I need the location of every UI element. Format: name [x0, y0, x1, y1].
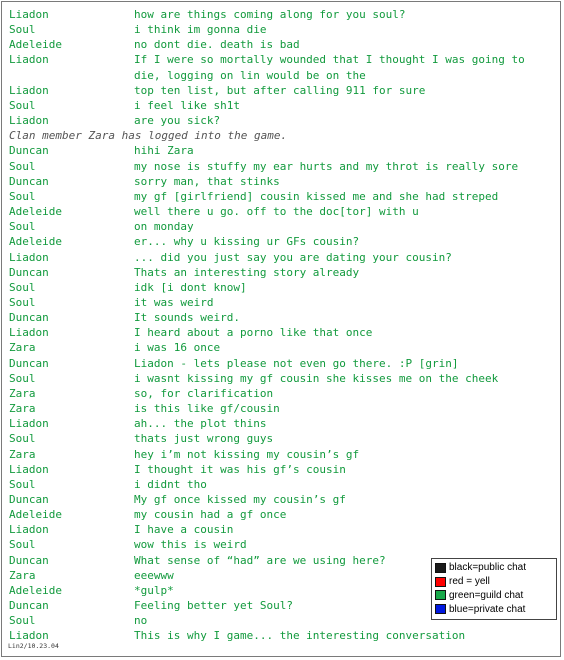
chat-line [9, 265, 557, 280]
chat-speaker: Duncan [9, 599, 49, 613]
chat-speaker: Liadon [9, 629, 49, 643]
chat-line [9, 22, 557, 37]
chat-speaker: Soul [9, 98, 36, 112]
chat-line [9, 234, 557, 249]
chat-message: i think im gonna die [134, 23, 267, 37]
legend-label: black=public chat [449, 562, 526, 574]
chat-line [9, 537, 557, 552]
legend-item [435, 561, 553, 575]
chat-speaker: Liadon [9, 8, 49, 21]
chat-message: my cousin had a gf once [134, 508, 287, 522]
chat-message: it was weird [134, 295, 214, 309]
legend-label: blue=private chat [449, 603, 526, 615]
chat-message: sorry man, that stinks [134, 174, 280, 188]
chat-speaker: Zara [9, 447, 36, 461]
chat-message: eeewww [134, 568, 174, 582]
chat-line [9, 371, 557, 386]
chat-message: I thought it was his gf’s cousin [134, 462, 346, 476]
chat-message: idk [i dont know] [134, 280, 247, 294]
legend-label: green=guild chat [449, 589, 524, 601]
chat-message: my gf [girlfriend] cousin kissed me and she had streped [134, 189, 499, 203]
chat-log [9, 7, 557, 644]
chat-message: hey i’m not kissing my cousin’s gf [134, 447, 360, 461]
chat-speaker: Soul [9, 189, 36, 203]
chat-message: so, for clarification [134, 386, 274, 400]
chat-message: i was 16 once [134, 341, 221, 355]
chat-message: well there u go. off to the doc[tor] with u [134, 205, 419, 219]
chat-line [9, 7, 557, 22]
chat-line [9, 159, 557, 174]
chat-line [9, 416, 557, 431]
chat-speaker: Duncan [9, 265, 49, 279]
chat-message: ... did you just say you are dating your cousin? [134, 250, 452, 264]
chat-line [9, 52, 557, 82]
chat-line [9, 174, 557, 189]
chat-speaker: Duncan [9, 356, 49, 370]
chat-line [9, 98, 557, 113]
chat-speaker: Liadon [9, 462, 49, 476]
chat-speaker: Duncan [9, 311, 49, 325]
chat-line [9, 280, 557, 295]
chat-message: This is why I game... the interesting conversation [134, 629, 466, 643]
chat-message: Liadon - lets please not even go there. :P [grin] [134, 356, 459, 370]
chat-speaker: Adeleide [9, 205, 62, 219]
chat-line [9, 325, 557, 340]
chat-line [9, 431, 557, 446]
chat-message: i feel like sh1t [134, 98, 240, 112]
legend-item [435, 575, 553, 589]
chat-message: top ten list, but after calling 911 for sure [134, 83, 426, 97]
chat-speaker: Liadon [9, 53, 49, 67]
chat-message: I have a cousin [134, 523, 234, 537]
chat-line [9, 83, 557, 98]
chat-line [9, 295, 557, 310]
chat-speaker: Duncan [9, 144, 49, 158]
chat-speaker: Soul [9, 280, 36, 294]
legend-swatch [435, 590, 446, 600]
chat-message: er... why u kissing ur GFs cousin? [134, 235, 360, 249]
chat-line [9, 507, 557, 522]
chat-message: i wasnt kissing my gf cousin she kisses me on the cheek [134, 371, 499, 385]
chat-color-legend [431, 558, 557, 620]
chat-line [9, 204, 557, 219]
chat-speaker: Duncan [9, 174, 49, 188]
date-stamp: Lin2/10.23.04 [8, 642, 59, 650]
chat-speaker: Soul [9, 432, 36, 446]
legend-swatch [435, 577, 446, 587]
chat-message: no [134, 614, 148, 628]
chat-line [9, 447, 557, 462]
chat-message: thats just wrong guys [134, 432, 274, 446]
chat-speaker: Zara [9, 402, 36, 416]
chat-message: wow this is weird [134, 538, 247, 552]
chat-line [9, 189, 557, 204]
chat-message: are you sick? [134, 114, 221, 128]
chat-message: It sounds weird. [134, 311, 240, 325]
chat-speaker: Liadon [9, 250, 49, 264]
legend-item [435, 602, 553, 616]
chat-speaker: Zara [9, 568, 36, 582]
chat-speaker: Duncan [9, 493, 49, 506]
chat-message: how are things coming along for you soul? [134, 8, 406, 21]
chat-speaker: Soul [9, 538, 36, 552]
chat-window [1, 1, 561, 657]
chat-line [9, 143, 557, 158]
chat-speaker: Liadon [9, 114, 49, 128]
chat-message: on monday [134, 220, 194, 234]
chat-line [9, 522, 557, 537]
chat-line [9, 492, 557, 507]
chat-speaker: Soul [9, 371, 36, 385]
chat-line [9, 477, 557, 492]
chat-speaker: Zara [9, 341, 36, 355]
chat-speaker: Soul [9, 477, 36, 491]
chat-line [9, 386, 557, 401]
chat-line [9, 462, 557, 477]
chat-speaker: Adeleide [9, 583, 62, 597]
chat-speaker: Soul [9, 23, 36, 37]
chat-message: ah... the plot thins [134, 417, 267, 431]
system-message-text: Clan member Zara has logged into the game. [9, 129, 288, 143]
legend-swatch [435, 604, 446, 614]
chat-message: My gf once kissed my cousin’s gf [134, 493, 346, 506]
chat-message: hihi Zara [134, 144, 194, 158]
chat-line [9, 37, 557, 52]
chat-message: Feeling better yet Soul? [134, 599, 293, 613]
system-message [9, 128, 557, 143]
chat-speaker: Liadon [9, 326, 49, 340]
chat-line [9, 113, 557, 128]
chat-message: my nose is stuffy my ear hurts and my throt is really sore [134, 159, 519, 173]
chat-line [9, 250, 557, 265]
chat-message: is this like gf/cousin [134, 402, 280, 416]
legend-swatch [435, 563, 446, 573]
chat-message: I heard about a porno like that once [134, 326, 373, 340]
chat-speaker: Duncan [9, 553, 49, 567]
chat-speaker: Liadon [9, 417, 49, 431]
chat-speaker: Soul [9, 614, 36, 628]
chat-speaker: Soul [9, 159, 36, 173]
chat-speaker: Zara [9, 386, 36, 400]
legend-item [435, 589, 553, 603]
chat-line [9, 219, 557, 234]
chat-message: i didnt tho [134, 477, 207, 491]
legend-label: red = yell [449, 576, 490, 588]
chat-line [9, 401, 557, 416]
chat-message: Thats an interesting story already [134, 265, 360, 279]
chat-speaker: Liadon [9, 83, 49, 97]
chat-speaker: Liadon [9, 523, 49, 537]
chat-line [9, 628, 557, 643]
chat-message: *gulp* [134, 583, 174, 597]
chat-line [9, 310, 557, 325]
chat-speaker: Adeleide [9, 508, 62, 522]
chat-message: no dont die. death is bad [134, 38, 300, 52]
chat-message: If I were so mortally wounded that I thought I was going to die, logging on lin would be on the [134, 53, 525, 82]
chat-speaker: Adeleide [9, 235, 62, 249]
chat-speaker: Adeleide [9, 38, 62, 52]
chat-speaker: Soul [9, 220, 36, 234]
chat-message: What sense of “had” are we using here? [134, 553, 386, 567]
chat-line [9, 340, 557, 355]
chat-line [9, 356, 557, 371]
chat-speaker: Soul [9, 295, 36, 309]
